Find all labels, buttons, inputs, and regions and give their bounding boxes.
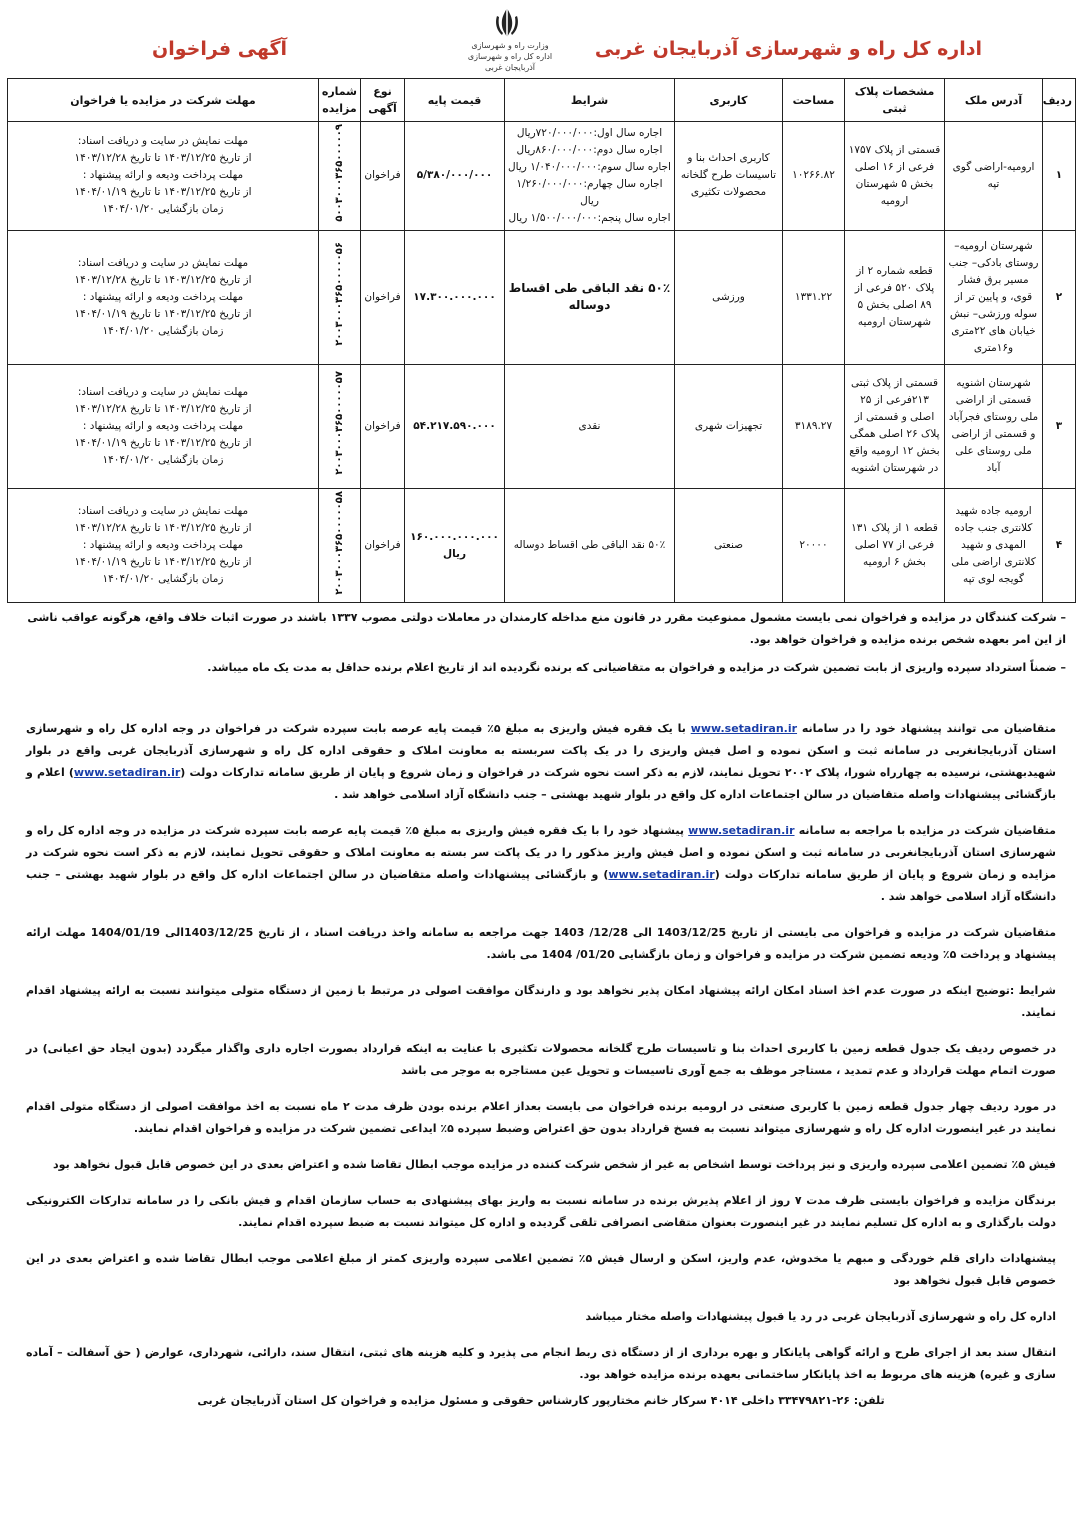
deadline-line: مهلت نمایش در سایت و دریافت اسناد: bbox=[77, 385, 249, 398]
deadline-line: مهلت نمایش در سایت و دریافت اسناد: bbox=[77, 256, 249, 269]
deadline-line: از تاریخ ۱۴۰۳/۱۲/۲۵ تا تاریخ ۱۴۰۴/۰۱/۱۹ bbox=[74, 556, 252, 569]
cell-address: ارومیه-اراضی گوی تپه bbox=[945, 122, 1043, 231]
deadline-line: از تاریخ ۱۴۰۳/۱۲/۲۵ تا تاریخ ۱۴۰۳/۱۲/۲۸ bbox=[74, 522, 252, 535]
paragraph-row-four: در مورد ردیف چهار جدول قطعه زمین با کاربری صنعتی در ارومیه برنده فراخوان می بایست بعداز اعلام برنده بودن ظرف مدت ۲ ماه نسبت به اخذ موافقت اصولی از دستگاه متولی اقدام نمایند در غیر اینصورت اداره کل راه و شهرسازی میتواند نسبت به فسخ قرارداد بدون حق اعتراض وضبط سپرده ۵٪ ایداعی تضمین شرکت در مزایده و فراخوان اقدام نمایند. bbox=[26, 1100, 1056, 1135]
header-deadline: مهلت شرکت در مزایده یا فراخوان bbox=[8, 79, 319, 122]
header-auction-no: شماره مزایده bbox=[319, 79, 361, 122]
condition-line: اجاره سال اول:۷۲۰/۰۰۰/۰۰۰ریال bbox=[516, 126, 663, 139]
deadline-line: از تاریخ ۱۴۰۳/۱۲/۲۵ تا تاریخ ۱۴۰۳/۱۲/۲۸ bbox=[74, 402, 252, 415]
auction-number: ۵۰۰۳۰۰۰۳۶۵۰۰۰۰۰۹ bbox=[334, 124, 345, 222]
deadline-line: مهلت پرداخت ودیعه و ارائه پیشنهاد : bbox=[82, 539, 244, 552]
cell-conditions bbox=[505, 122, 675, 231]
auction-table bbox=[7, 78, 1076, 603]
setadiran-link[interactable]: www.setadiran.ir bbox=[688, 824, 795, 837]
cell-deadline bbox=[8, 488, 319, 603]
note-item: – ضمناً استرداد سپرده واریزی از بابت تضمین شرکت در مزایده و فراخوان به متقاضیانی که برنده نگردیده اند از تاریخ اعلام برنده حداقل به مدت یک ماه میباشد. bbox=[207, 661, 1066, 674]
cell-base-price: ۵۴.۲۱۷.۵۹۰.۰۰۰ bbox=[405, 364, 505, 488]
deadline-line: زمان بازگشایی ۱۴۰۴/۰۱/۲۰ bbox=[102, 573, 224, 586]
cell-address: شهرستان اشنویه قسمتی از اراضی ملی روستای فجرآباد و قسمتی از اراضی ملی روستای علی آباد bbox=[945, 364, 1043, 488]
cell-row: ۴ bbox=[1043, 488, 1076, 603]
condition-line: اجاره سال پنجم:۱/۵۰۰/۰۰۰/۰۰۰ ریال bbox=[508, 211, 671, 224]
cell-area: ۱۳۳۱.۲۲ bbox=[783, 230, 845, 364]
deadline-line: مهلت پرداخت ودیعه و ارائه پیشنهاد : bbox=[82, 169, 244, 182]
cell-usage: کاربری احداث بنا و تاسیسات طرح گلخانه محصولات تکثیری bbox=[675, 122, 783, 231]
cell-auction-no bbox=[319, 230, 361, 364]
iran-emblem-icon bbox=[492, 6, 522, 40]
header-conditions: شرایط bbox=[505, 79, 675, 122]
page-header bbox=[0, 0, 1086, 78]
text-fragment: ) و بازگشائی پیشنهادات واصله متقاضیان در سالن اجتماعات اداره کل واقع در بلوار شهید بهشتی – جنب دانشگاه آزاد اسلامی خواهد شد . bbox=[26, 868, 1056, 903]
auction-number: ۲۰۰۳۰۰۰۳۶۵۰۰۰۰۰۵۶ bbox=[334, 242, 345, 347]
cell-usage: صنعتی bbox=[675, 488, 783, 603]
cell-row: ۳ bbox=[1043, 364, 1076, 488]
cell-base-price: ۱۶۰.۰۰۰.۰۰۰.۰۰۰ ریال bbox=[405, 488, 505, 603]
note-item: – شرکت کنندگان در مزایده و فراخوان نمی بایست مشمول ممنوعیت مقرر در قانون منع مداخله کارمندان در معاملات دولتی مصوب ۱۳۳۷ باشند در صورت اثبات خلاف واقع، هرگونه عواقب ناشی از این امر بعهده شخص برنده مزایده و فراخوان خواهد بود. bbox=[27, 611, 1066, 646]
cell-row: ۲ bbox=[1043, 230, 1076, 364]
cell-usage: تجهیزات شهری bbox=[675, 364, 783, 488]
text-fragment: پیشنهاد خود را با یک فقره فیش واریزی به مبلغ ۵٪ قیمت پایه عرصه بابت سپرده شرکت در مزایده در وجه اداره کل راه و شهرسازی استان آذربایجانغربی در سامانه ثبت و اسکن نموده و اصل فیش واریز مذکور را در یک پاکت سر بسته به معاونت املاک و حقوقی تحویل نمایند، لازم به ذکر است نحوه شرکت در مزایده و زمان شروع و پایان از طریق سامانه تدارکات دولت ( bbox=[26, 824, 1057, 881]
cell-address: ارومیه جاده شهید کلانتری جنب جاده المهدی و شهید کلانتری اراضی ملی گویجه لوی تپه bbox=[945, 488, 1043, 603]
cell-plate: قطعه شماره ۲ از پلاک ۵۲۰ فرعی از ۸۹ اصلی بخش ۵ شهرستان ارومیه bbox=[845, 230, 945, 364]
cell-deadline bbox=[8, 122, 319, 231]
ministry-line-2: اداره کل راه و شهرسازی آذربایجان غربی bbox=[467, 52, 553, 72]
deadline-line: زمان بازگشایی ۱۴۰۴/۰۱/۲۰ bbox=[102, 203, 224, 216]
header-row: ردیف bbox=[1043, 79, 1076, 122]
cell-plate: قطعه ۱ از پلاک ۱۳۱ فرعی از ۷۷ اصلی بخش ۶ ارومیه bbox=[845, 488, 945, 603]
paragraph-deposit: فیش ۵٪ تضمین اعلامی سپرده واریزی و نیز پرداخت توسط اشخاص به غیر از شخص شرکت کننده در مزایده موجب ابطال تقاضا شده و اعتراض بعدی در این خصوص قابل قبول نخواهد بود bbox=[53, 1158, 1056, 1171]
deadline-line: از تاریخ ۱۴۰۳/۱۲/۲۵ تا تاریخ ۱۴۰۴/۰۱/۱۹ bbox=[74, 436, 252, 449]
cell-area: ۳۱۸۹.۲۷ bbox=[783, 364, 845, 488]
header-address: آدرس ملک bbox=[945, 79, 1043, 122]
setadiran-link[interactable]: www.setadiran.ir bbox=[73, 766, 181, 779]
cell-ad-type: فراخوان bbox=[361, 230, 405, 364]
cell-plate: قسمتی از پلاک ثبتی ۲۱۳فرعی از ۲۵ اصلی و قسمتی از پلاک ۲۶ اصلی همگی بخش ۱۲ ارومیه واقع در شهرستان اشنویه bbox=[845, 364, 945, 488]
deadline-line: از تاریخ ۱۴۰۳/۱۲/۲۵ تا تاریخ ۱۴۰۳/۱۲/۲۸ bbox=[74, 273, 252, 286]
cell-conditions: ۵۰٪ نقد الباقی طی اقساط دوساله bbox=[505, 230, 675, 364]
paragraph-winners: برندگان مزایده و فراخوان بایستی ظرف مدت ۷ روز از اعلام پذیرش برنده در سامانه نسبت به واریز بهای پیشنهادی به حساب سازمان اقدام و فیش بانکی را در سامانه تدارکات الکترونیکی دولت بارگذاری و به اداره کل تسلیم نمایند در غیر اینصورت بعنوان متقاضی انصرافی تلقی گردیده و اداره کل میتواند نسبت به ضبط سپرده اقدام نمایند. bbox=[26, 1194, 1056, 1229]
cell-deadline bbox=[8, 230, 319, 364]
header-plate: مشخصات پلاک ثبتی bbox=[845, 79, 945, 122]
cell-base-price: ۵/۳۸۰/۰۰۰/۰۰۰ bbox=[405, 122, 505, 231]
terms-section bbox=[26, 718, 1056, 1400]
cell-row: ۱ bbox=[1043, 122, 1076, 231]
deadline-line: از تاریخ ۱۴۰۳/۱۲/۲۵ تا تاریخ ۱۴۰۴/۰۱/۱۹ bbox=[74, 307, 252, 320]
condition-line: اجاره سال سوم:۱/۰۴۰/۰۰۰/۰۰۰ ریال bbox=[508, 160, 671, 173]
ministry-line-1: وزارت راه و شهرسازی bbox=[471, 41, 549, 50]
table-row bbox=[8, 230, 1076, 364]
deadline-line: مهلت نمایش در سایت و دریافت اسناد: bbox=[77, 505, 249, 518]
table-row bbox=[8, 488, 1076, 603]
condition-line: اجاره سال دوم:۸۶۰/۰۰۰/۰۰۰ریال bbox=[516, 143, 663, 156]
auction-number: ۲۰۰۳۰۰۰۳۶۵۰۰۰۰۰۵۸ bbox=[334, 490, 345, 595]
header-usage: کاربری bbox=[675, 79, 783, 122]
cell-area: ۲۰۰۰۰ bbox=[783, 488, 845, 603]
cell-auction-no bbox=[319, 122, 361, 231]
header-base-price: قیمت پایه bbox=[405, 79, 505, 122]
table-header-row bbox=[8, 79, 1076, 122]
deadline-line: زمان بازگشایی ۱۴۰۴/۰۱/۲۰ bbox=[102, 453, 224, 466]
cell-auction-no bbox=[319, 364, 361, 488]
contact-line: تلفن: ۲۶-۳۳۴۷۹۸۲۱ داخلی ۴۰۱۴ سرکار خانم مختارپور کارشناس حقوقی و مسئول مزایده و فراخوان کل استان آذربایجان غربی bbox=[197, 1394, 885, 1407]
paragraph-auction bbox=[26, 820, 1056, 908]
deadline-line: از تاریخ ۱۴۰۳/۱۲/۲۵ تا تاریخ ۱۴۰۳/۱۲/۲۸ bbox=[74, 152, 252, 165]
organization-title: اداره کل راه و شهرسازی آذربایجان غربی bbox=[594, 38, 982, 60]
cell-usage: ورزشی bbox=[675, 230, 783, 364]
auction-number: ۲۰۰۳۰۰۰۳۶۵۰۰۰۰۰۵۷ bbox=[334, 371, 345, 476]
text-fragment: متقاضیان می توانند پیشنهاد خود را در سامانه bbox=[797, 722, 1056, 735]
text-fragment: متقاضیان شرکت در مزایده با مراجعه به سامانه bbox=[794, 824, 1056, 837]
table-row bbox=[8, 122, 1076, 231]
cell-conditions: نقدی bbox=[505, 364, 675, 488]
deadline-line: زمان بازگشایی ۱۴۰۴/۰۱/۲۰ bbox=[102, 324, 224, 337]
header-area: مساحت bbox=[783, 79, 845, 122]
cell-plate: قسمتی از پلاک ۱۷۵۷ فرعی از ۱۶ اصلی بخش ۵ شهرستان ارومیه bbox=[845, 122, 945, 231]
cell-conditions: ۵۰٪ نقد الباقی طی اقساط دوساله bbox=[505, 488, 675, 603]
notes-section bbox=[26, 607, 1066, 685]
deadline-line: مهلت پرداخت ودیعه و ارائه پیشنهاد : bbox=[82, 419, 244, 432]
text-fragment: با یک فقره فیش واریزی به مبلغ ۵٪ قیمت پایه عرصه بابت سپرده شرکت در فراخوان در وجه اداره کل راه و شهرسازی استان آذربایجانغربی در سامانه ثبت و اسکن نموده و اصل فیش واریزی را در یک پاکت سربسته به معاونت املاک و حقوقی اداره کل راه و شهرسازی آذربایجان غربی واقع در بلوار شهیدبهشتی، نرسیده به چهارراه شورا، پلاک ۲۰۰۲ تحویل نمایند، لازم به ذکر است نحوه شرکت در فراخوان و زمان شروع و پایان از طریق سامانه تدارکات دولت ( bbox=[26, 722, 1056, 779]
paragraph-dates: متقاضیان شرکت در مزایده و فراخوان می بایستی از تاریخ 1403/12/25 الی 12/28/ 1403 جهت مراجعه به سامانه واخذ دریافت اسناد ، از تاریخ 1403/12/25الی 1404/01/19 مهلت ارائه پیشنهاد و پرداخت ۵٪ ودیعه تضمین شرکت در مزایده و فراخوان و زمان بازگشایی 01/20/ 1404 می باشد. bbox=[26, 926, 1057, 961]
condition-line: اجاره سال چهارم:۱/۲۶۰/۰۰۰/۰۰۰ ریال bbox=[516, 177, 663, 207]
cell-auction-no bbox=[319, 488, 361, 603]
deadline-line: مهلت نمایش در سایت و دریافت اسناد: bbox=[77, 135, 249, 148]
setadiran-link[interactable]: www.setadiran.ir bbox=[690, 722, 798, 735]
paragraph-authority: اداره کل راه و شهرسازی آذربایجان غربی در رد یا قبول پیشنهادات واصله مختار میباشد bbox=[585, 1310, 1056, 1323]
cell-address: شهرستان ارومیه– روستای بادکی– جنب مسیر برق فشار قوی، و پایین تر از سوله ورزشی– نبش خیابان های ۲۲متری و۱۶متری bbox=[945, 230, 1043, 364]
deadline-line: مهلت پرداخت ودیعه و ارائه پیشنهاد : bbox=[82, 290, 244, 303]
cell-ad-type: فراخوان bbox=[361, 122, 405, 231]
deadline-line: از تاریخ ۱۴۰۳/۱۲/۲۵ تا تاریخ ۱۴۰۴/۰۱/۱۹ bbox=[74, 186, 252, 199]
cell-area: ۱۰۲۶۶.۸۲ bbox=[783, 122, 845, 231]
ad-title: آگهی فراخوان bbox=[152, 38, 288, 60]
paragraph-conditions: شرایط :توضیح اینکه در صورت عدم اخذ اسناد امکان ارائه پیشنهاد امکان پذیر نخواهد بود و دارندگان موافقت اصولی در مرتبط با زمین از دستگاه متولی میتوانند نسبت به ارائه پیشنهاد اقدام نمایند. bbox=[26, 984, 1056, 1019]
text-fragment: ) اعلام و بازگشائی پیشنهادات واصله متقاضیان در سالن اجتماعات اداره کل واقع در بلوار شهید بهشتی – جنب دانشگاه آزاد اسلامی خواهد شد . bbox=[26, 766, 1056, 801]
cell-ad-type: فراخوان bbox=[361, 488, 405, 603]
header-ad-type: نوع آگهی bbox=[361, 79, 405, 122]
table-row bbox=[8, 364, 1076, 488]
paragraph-invalid-offers: پیشنهادات دارای قلم خوردگی و مبهم یا مخدوش، عدم واریز، اسکن و ارسال فیش ۵٪ تضمین اعلامی سپرده واریزی کمتر از مبلغ اعلامی موجب ابطال تقاضا شده و اعتراض بعدی در این خصوص قابل قبول نخواهد بود bbox=[26, 1252, 1056, 1287]
paragraph-submission bbox=[26, 718, 1056, 806]
cell-ad-type: فراخوان bbox=[361, 364, 405, 488]
cell-base-price: ۱۷.۳۰۰.۰۰۰.۰۰۰ bbox=[405, 230, 505, 364]
paragraph-transfer: انتقال سند بعد از اجرای طرح و ارائه گواهی پایانکار و بهره برداری از از دستگاه ذی ربط انجام می پذیرد و کلیه هزینه های ثبتی، انتقال سند، دارائی، شهرداری، عوارض ( حق آسفالت – آماده سازی و غیره) هزینه های مربوط به اخذ پایانکار ساختمانی بعهده برنده مزایده خواهد بود. bbox=[26, 1346, 1056, 1381]
cell-deadline bbox=[8, 364, 319, 488]
ministry-caption bbox=[455, 40, 565, 73]
setadiran-link[interactable]: www.setadiran.ir bbox=[608, 868, 715, 881]
paragraph-row-one: در خصوص ردیف یک جدول قطعه زمین با کاربری احداث بنا و تاسیسات طرح گلخانه محصولات تکثیری با عنایت به اینکه قرارداد بصورت اجاره داری واگذار میگردد (بدون ایجاد حق اعیانی) در صورت اتمام مهلت قرارداد و عدم تمدید ، مستاجر موظف به جمع آوری تاسیسات و تحویل عین مستاجره به موجر می باشد bbox=[26, 1042, 1056, 1077]
